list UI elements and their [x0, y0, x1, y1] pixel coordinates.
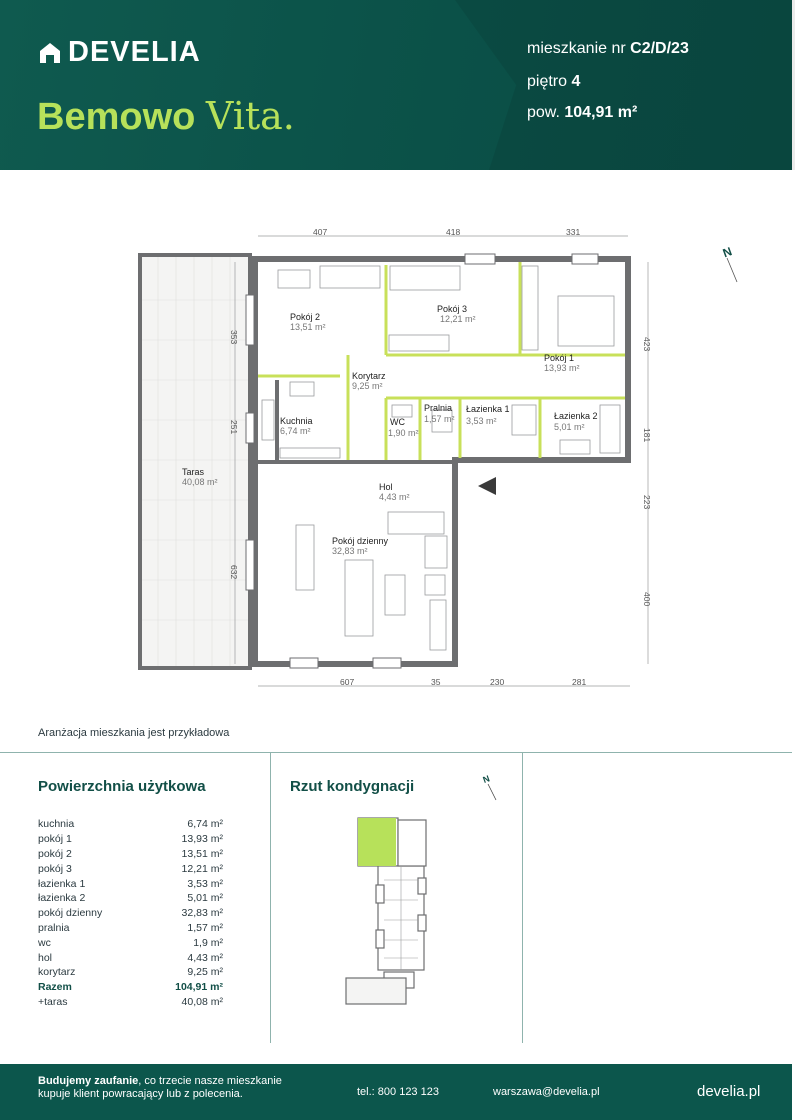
usable-area-title: Powierzchnia użytkowa: [38, 778, 206, 795]
area-total-row: [38, 980, 223, 995]
dim-top-2: 418: [446, 227, 461, 237]
room-name: Pokój 3: [437, 304, 468, 314]
apartment-number-label: mieszkanie nr: [527, 40, 626, 57]
dim-right-3: 223: [642, 495, 652, 510]
area-row-value: 32,83 m²: [181, 907, 223, 920]
header-shade: [455, 0, 795, 170]
svg-text:N: N: [720, 244, 734, 261]
area-row-value: 13,93 m²: [181, 833, 223, 846]
dim-bottom-4: 281: [572, 677, 587, 687]
dim-right-4: 400: [642, 592, 652, 607]
room-name: Pralnia: [424, 403, 453, 413]
website-link[interactable]: develia.pl: [697, 1083, 761, 1100]
area-row-value: 6,74 m²: [187, 818, 223, 831]
area-row: [38, 876, 223, 891]
room-area: 5,01 m²: [554, 422, 585, 432]
area-row-label: +taras: [38, 995, 68, 1008]
column-divider-2: [522, 753, 523, 1043]
trust-claim: [38, 1075, 282, 1101]
area-row: [38, 891, 223, 906]
area-row-label: łazienka 2: [38, 892, 86, 905]
room-name: Łazienka 1: [466, 404, 510, 414]
area-row: [38, 950, 223, 965]
trust-line2: kupuje klient powracający lub z polecenia.: [38, 1088, 243, 1100]
dim-top-3: 331: [566, 227, 581, 237]
room-name: Pokój 1: [544, 353, 575, 363]
room-name: Hol: [379, 482, 393, 492]
area-row: [38, 965, 223, 980]
email-link[interactable]: warszawa@develia.pl: [493, 1086, 600, 1098]
floor-number-value: 4: [571, 73, 581, 90]
area-row-value: 5,01 m²: [187, 892, 223, 905]
room-area: 1,90 m²: [388, 428, 419, 438]
north-compass-small: [482, 772, 502, 802]
dim-right-1: 423: [642, 337, 652, 352]
area-row: [38, 832, 223, 847]
apartment-floor-plan: [120, 225, 734, 695]
room-name: WC: [390, 417, 405, 427]
area-row-value: 1,57 m²: [187, 921, 223, 934]
dim-bottom-3: 230: [490, 677, 505, 687]
north-compass: [721, 244, 737, 282]
header-banner: [0, 0, 792, 170]
area-row: [38, 906, 223, 921]
dim-bottom-1: 607: [340, 677, 355, 687]
area-row-value: 1,9 m²: [193, 936, 223, 949]
area-row-label: kuchnia: [38, 818, 75, 831]
dim-left-1: 353: [229, 330, 239, 345]
column-divider-1: [270, 753, 271, 1043]
section-divider: [0, 752, 792, 753]
area-row: [38, 921, 223, 936]
area-row-label: wc: [38, 936, 51, 949]
svg-text:N: N: [481, 773, 492, 786]
area-row: [38, 847, 223, 862]
room-name: Łazienka 2: [554, 411, 598, 421]
area-row-value: 40,08 m²: [181, 995, 223, 1008]
area-row-label: pokój dzienny: [38, 907, 103, 920]
dim-right-2: 181: [642, 428, 652, 443]
area-row-label: pralnia: [38, 921, 70, 934]
area-row-label: hol: [38, 951, 53, 964]
apartment-area-value: 104,91 m²: [564, 104, 638, 121]
building-floor-location: [342, 812, 432, 1012]
brand-logo[interactable]: [38, 36, 201, 69]
area-row-value: 12,21 m²: [181, 862, 223, 875]
phone-link[interactable]: tel.: 800 123 123: [357, 1086, 439, 1098]
dim-left-3: 632: [229, 565, 239, 580]
project-name-part-2: Vita.: [205, 94, 295, 138]
room-area: 4,43 m²: [379, 492, 410, 502]
area-row-value: 13,51 m²: [181, 847, 223, 860]
room-name: Pokój dzienny: [332, 536, 389, 546]
footer: [0, 1064, 792, 1120]
dim-top-1: 407: [313, 227, 328, 237]
area-row-value: 9,25 m²: [187, 966, 223, 979]
room-area: 32,83 m²: [332, 546, 368, 556]
dim-left-2: 251: [229, 420, 239, 435]
brand-name: DEVELIA: [68, 36, 201, 68]
apartment-area: [527, 104, 637, 122]
room-area: 12,21 m²: [440, 314, 476, 324]
room-name: Korytarz: [352, 371, 386, 381]
room-name: Taras: [182, 467, 205, 477]
entrance-arrow: [478, 477, 496, 495]
area-row-label: korytarz: [38, 966, 76, 979]
area-row-value: 3,53 m²: [187, 877, 223, 890]
room-name: Kuchnia: [280, 416, 313, 426]
room-name: Pokój 2: [290, 312, 321, 322]
terrace-area: [140, 255, 250, 668]
floor-number: [527, 73, 580, 91]
project-name-part-1: Bemowo: [37, 96, 196, 138]
room-area: 9,25 m²: [352, 381, 383, 391]
apartment-number-value: C2/D/23: [630, 40, 689, 57]
trust-rest: , co trzecie nasze mieszkanie: [138, 1075, 282, 1087]
trust-bold: Budujemy zaufanie: [38, 1075, 139, 1087]
floor-number-label: piętro: [527, 73, 568, 90]
area-row: [38, 935, 223, 950]
develia-logo-icon: [38, 41, 62, 65]
area-row-label: pokój 3: [38, 862, 72, 875]
room-area: 3,53 m²: [466, 416, 497, 426]
area-row-value: 104,91 m²: [175, 981, 223, 994]
area-row: [38, 817, 223, 832]
area-table: [38, 817, 223, 1009]
apartment-area-label: pow.: [527, 104, 560, 121]
highlighted-apartment: [358, 818, 396, 866]
room-area: 13,51 m²: [290, 322, 326, 332]
area-row-label: Razem: [38, 981, 72, 994]
floor-plan-title: Rzut kondygnacji: [290, 778, 415, 795]
dim-bottom-2: 35: [431, 677, 441, 687]
area-row: [38, 995, 223, 1010]
area-row-value: 4,43 m²: [187, 951, 223, 964]
area-row-label: pokój 2: [38, 847, 72, 860]
room-area: 6,74 m²: [280, 426, 311, 436]
area-row-label: pokój 1: [38, 833, 72, 846]
room-area: 13,93 m²: [544, 363, 580, 373]
apartment-number: [527, 40, 689, 58]
room-area: 1,57 m²: [424, 414, 455, 424]
project-name: [37, 94, 295, 139]
room-area: 40,08 m²: [182, 477, 218, 487]
area-row-label: łazienka 1: [38, 877, 86, 890]
area-row: [38, 861, 223, 876]
arrangement-note: Aranżacja mieszkania jest przykładowa: [38, 727, 230, 739]
